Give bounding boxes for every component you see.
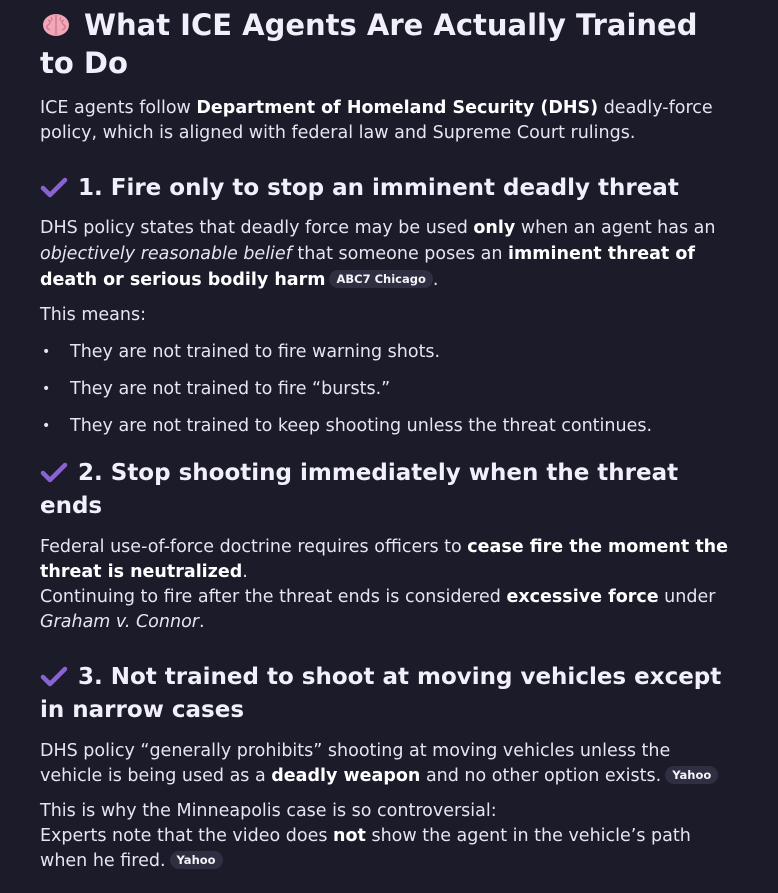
check-mark-icon (40, 664, 68, 686)
list-item: • They are not trained to fire warning shots. (40, 340, 738, 365)
section-3-note: This is why the Minneapolis case is so controversial: Experts note that the video does not show the agent in the vehicle’s path when he fired. Yahoo (40, 801, 691, 871)
bullet-list (40, 340, 738, 439)
section-3-heading: 3. Not trained to shoot at moving vehicles except in narrow cases (40, 664, 722, 723)
list-item: • They are not trained to fire “bursts.” (40, 377, 738, 402)
section-1-paragraph: DHS policy states that deadly force may be used only when an agent has an objectively reasonable belief that someone poses an imminent threat of death or serious bodily harm ABC7 Chicago . (40, 218, 716, 290)
source-chip-yahoo[interactable]: Yahoo (665, 766, 718, 784)
page-title-text: What ICE Agents Are Actually Trained to Do (40, 8, 698, 80)
section-3-paragraph: DHS policy “generally prohibits” shooting at moving vehicles unless the vehicle is being used as a deadly weapon and no other option exists. Yahoo (40, 739, 738, 789)
section-1-heading: 1. Fire only to stop an imminent deadly threat (40, 172, 738, 205)
list-item: • They are not trained to keep shooting unless the threat continues. (40, 414, 738, 439)
section-2-heading: 2. Stop shooting immediately when the threat ends (40, 460, 679, 519)
brain-icon (40, 10, 72, 38)
source-chip-yahoo[interactable]: Yahoo (170, 851, 223, 869)
check-mark-icon (40, 460, 68, 482)
section-2-paragraph: Federal use-of-force doctrine requires officers to cease fire the moment the threat is neutralized. Continuing to fire after the threat ends is considered excessive force under Graham v. Connor. (40, 537, 729, 632)
this-means-label: This means: (40, 305, 146, 325)
intro-paragraph: ICE agents follow Department of Homeland Security (DHS) deadly-force policy, which is aligned with federal law and Supreme Court rulings. (40, 98, 713, 143)
check-mark-icon (40, 175, 68, 197)
page-title (40, 6, 738, 82)
source-chip-abc7[interactable]: ABC7 Chicago (329, 270, 432, 288)
